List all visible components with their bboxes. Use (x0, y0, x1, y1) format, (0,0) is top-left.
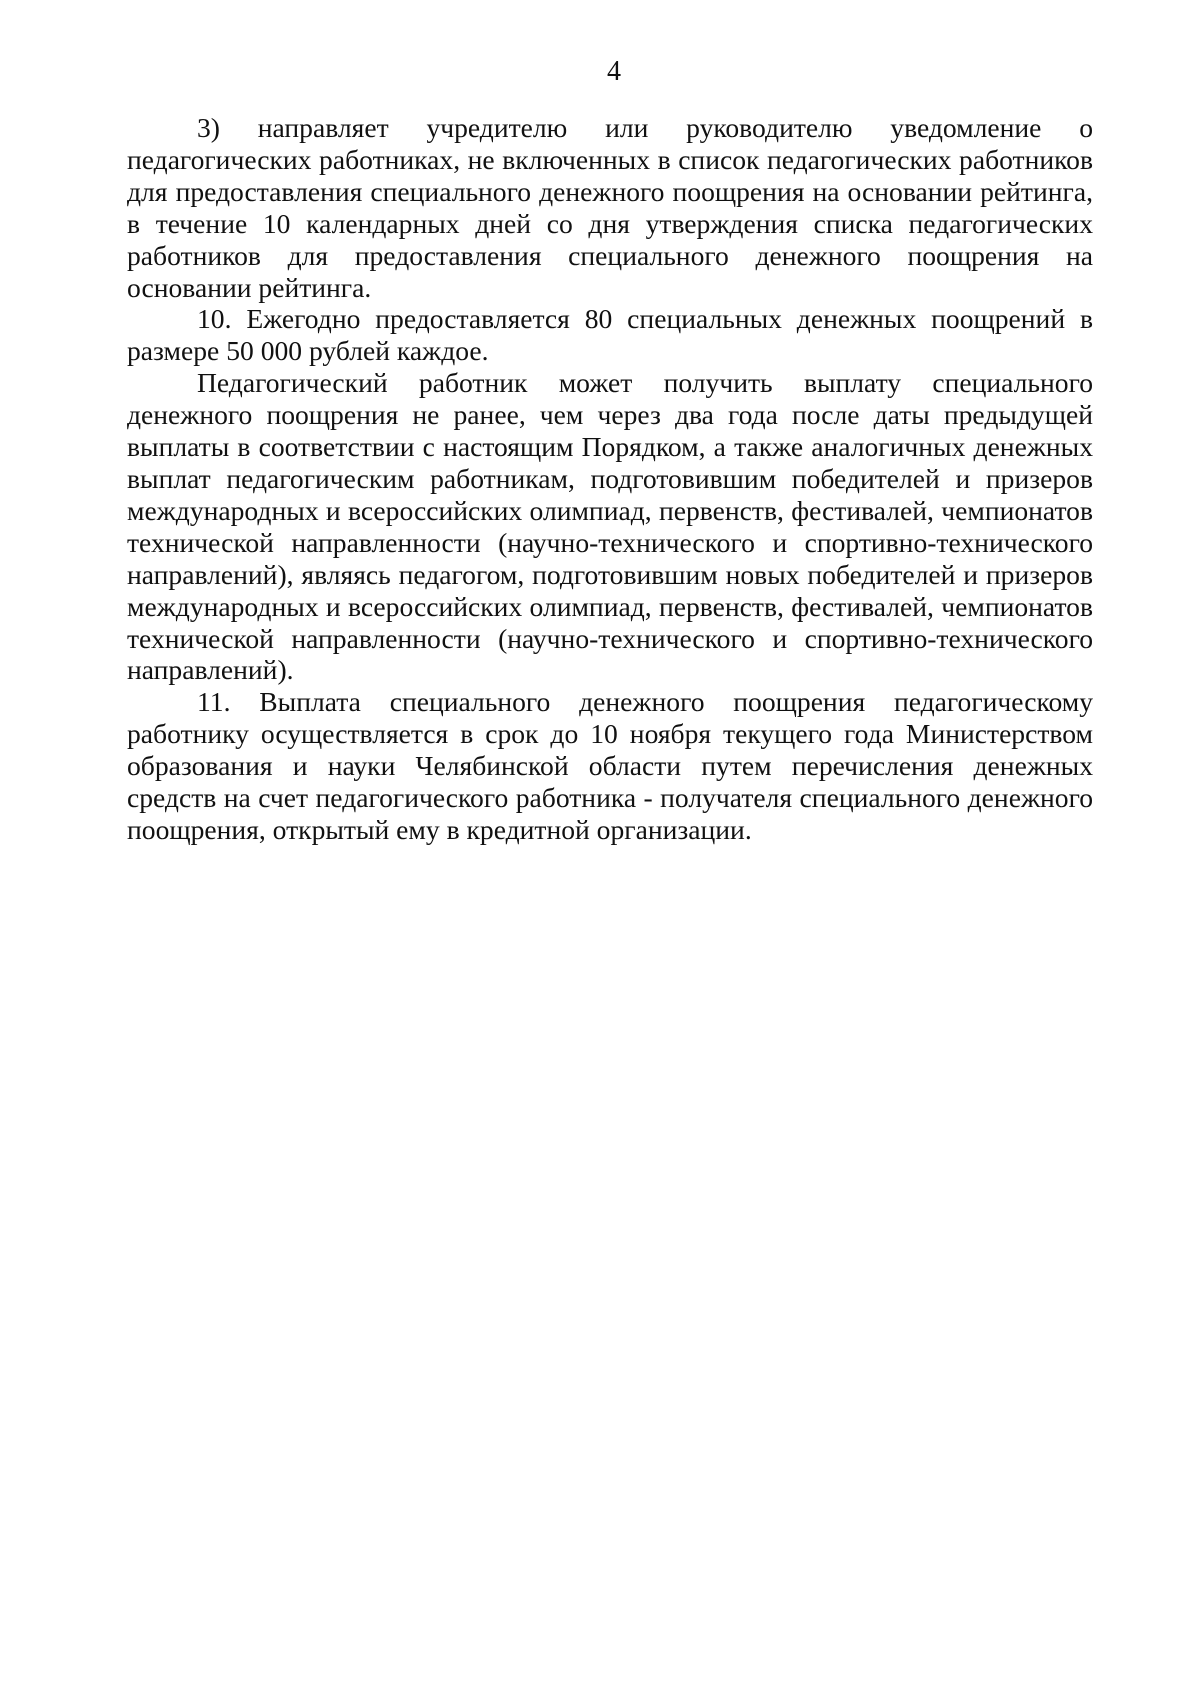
document-body (127, 112, 1093, 846)
paragraph-notification-clause: 3) направляет учредителю или руководителю уведомление о педагогических работниках, не включенных в список педагогических работников для предоставления специального денежного поощрения на основании рейтинга, в течение 10 календарных дней со дня утверждения списка педагогических работников для предоставления специального денежного поощрения на основании рейтинга. (127, 112, 1093, 303)
paragraph-item-11: 11. Выплата специального денежного поощрения педагогическому работнику осуществляется в срок до 10 ноября текущего года Министерством образования и науки Челябинской области путем перечисления денежных средств на счет педагогического работника - получателя специального денежного поощрения, открытый ему в кредитной организации. (127, 686, 1093, 845)
paragraph-item-10: 10. Ежегодно предоставляется 80 специальных денежных поощрений в размере 50 000 рублей каждое. (127, 303, 1093, 367)
page-number: 4 (607, 56, 621, 87)
paragraph-eligibility: Педагогический работник может получить выплату специального денежного поощрения не ранее, чем через два года после даты предыдущей выплаты в соответствии с настоящим Порядком, а также аналогичных денежных выплат педагогическим работникам, подготовившим победителей и призеров международных и всероссийских олимпиад, первенств, фестивалей, чемпионатов технической направленности (научно-технического и спортивно-технического направлений), являясь педагогом, подготовившим новых победителей и призеров международных и всероссийских олимпиад, первенств, фестивалей, чемпионатов технической направленности (научно-технического и спортивно-технического направлений). (127, 367, 1093, 686)
